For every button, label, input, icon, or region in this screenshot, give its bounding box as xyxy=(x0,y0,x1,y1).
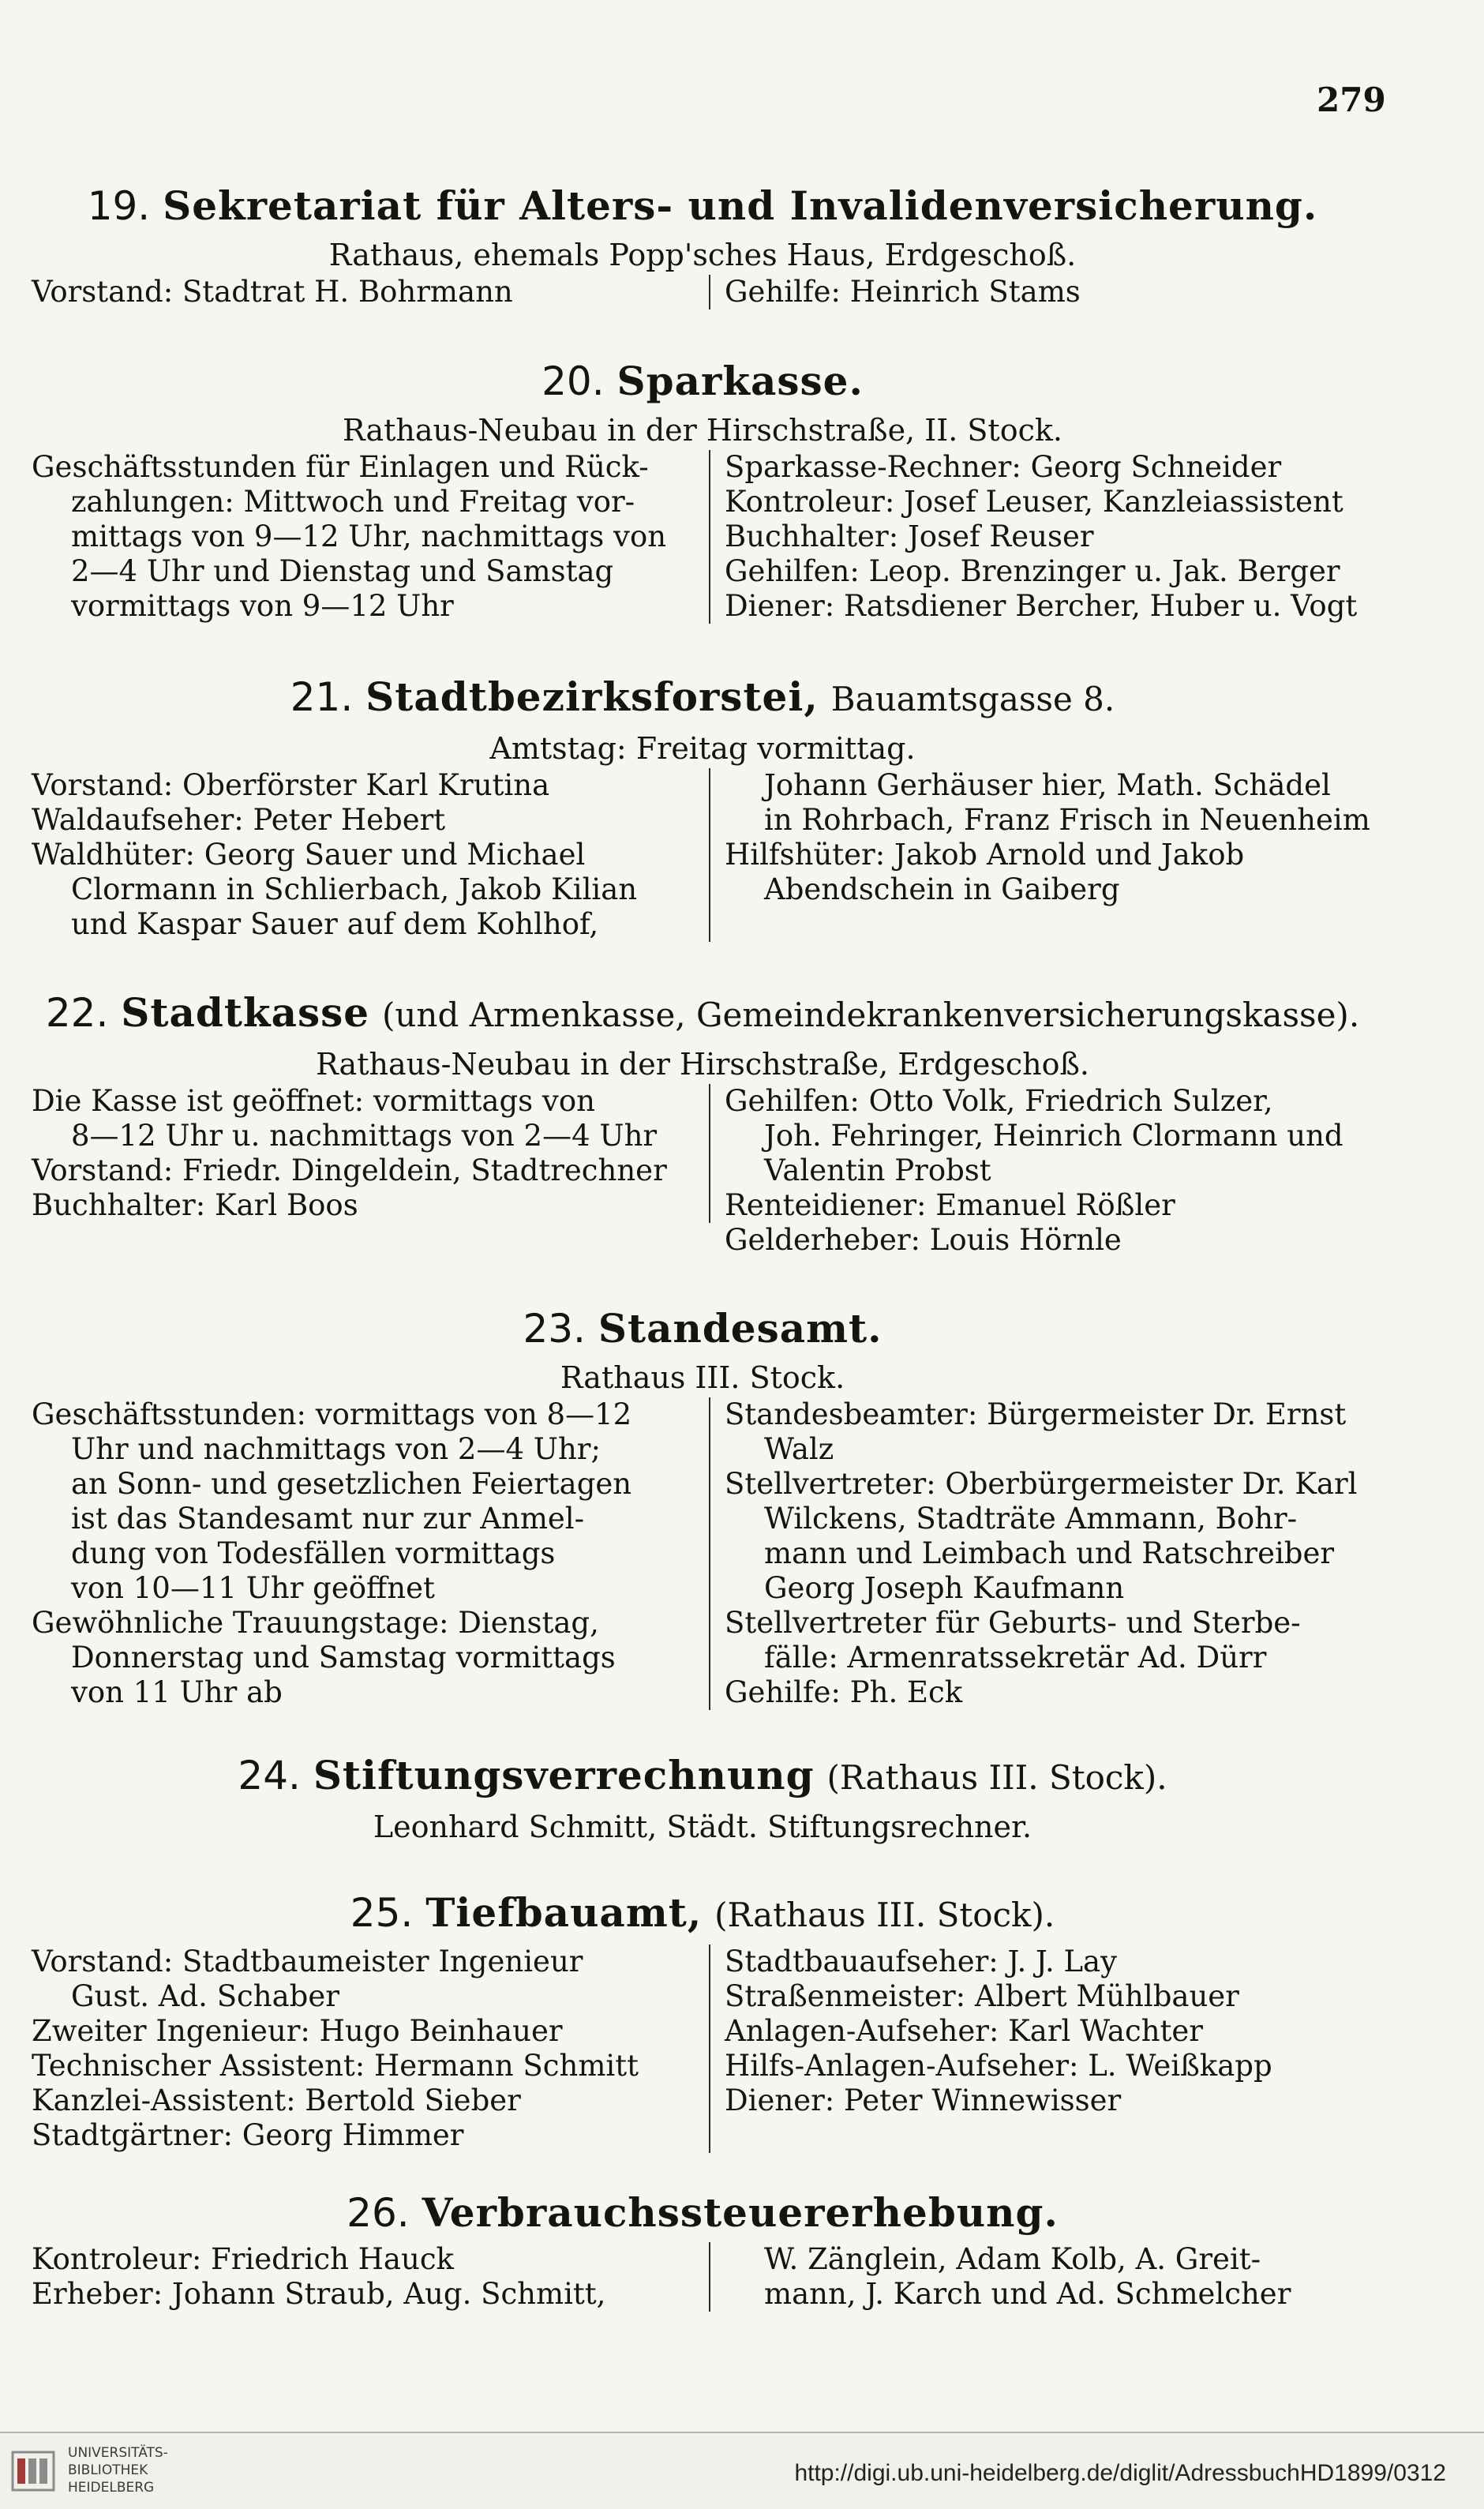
entry-line: Georg Joseph Kaufmann xyxy=(764,1571,1125,1605)
section-title: Verbrauchssteuererhebung. xyxy=(422,2189,1059,2236)
section-number: 23. xyxy=(523,1306,586,1352)
entry-line: mann und Leimbach und Ratschreiber xyxy=(764,1536,1335,1570)
entry-line: Stellvertreter: Oberbürgermeister Dr. Karl xyxy=(725,1467,1358,1501)
section-heading xyxy=(32,1884,1373,1945)
left-column xyxy=(32,450,710,624)
entry-line: Hilfs-Anlagen-Aufseher: L. Weißkapp xyxy=(725,2049,1272,2083)
section-subtitle: (und Armenkasse, Gemeindekrankenversicherungskasse). xyxy=(381,996,1360,1034)
section-number: 26. xyxy=(347,2190,410,2236)
entry-line: Wilckens, Stadträte Ammann, Bohr- xyxy=(764,1502,1298,1536)
entry-line: Walz xyxy=(764,1432,834,1466)
section-heading xyxy=(32,1300,1373,1358)
section-heading xyxy=(32,1746,1373,1807)
library-name-line: HEIDELBERG xyxy=(68,2480,155,2496)
right-column xyxy=(710,2242,1373,2312)
section-address: Rathaus, ehemals Popp'sches Haus, Erdgeschoß. xyxy=(328,238,1077,272)
section-heading xyxy=(32,352,1373,411)
entry-line: fälle: Armenratssekretär Ad. Dürr xyxy=(764,1641,1267,1675)
section-title: Stadtbezirksforstei, xyxy=(365,673,819,720)
entry-line: Waldhüter: Georg Sauer und Michael xyxy=(32,838,586,872)
entry-line: Hilfshüter: Jakob Arnold und Jakob xyxy=(725,838,1245,872)
entry-line: an Sonn- und gesetzlichen Feiertagen xyxy=(71,1467,632,1501)
section-title: Sekretariat für Alters- und Invalidenversicherung. xyxy=(163,182,1318,229)
section-21 xyxy=(32,668,1373,942)
entry-line: Stellvertreter für Geburts- und Sterbe- xyxy=(725,1606,1301,1640)
library-name-line: UNIVERSITÄTS- xyxy=(68,2445,168,2461)
entry-line: Stadtbauaufseher: J. J. Lay xyxy=(725,1945,1118,1978)
library-name xyxy=(68,2444,168,2496)
entry-line: Anlagen-Aufseher: Karl Wachter xyxy=(725,2014,1203,2048)
two-columns xyxy=(32,1084,1373,1258)
section-heading xyxy=(32,177,1373,235)
entry-line: ist das Standesamt nur zur Anmel- xyxy=(71,1502,585,1536)
section-address: Rathaus-Neubau in der Hirschstraße, II. Stock. xyxy=(343,413,1062,448)
page-number: 279 xyxy=(1317,81,1386,119)
entry-line: Clormann in Schlierbach, Jakob Kilian xyxy=(71,872,638,906)
entry-line: Die Kasse ist geöffnet: vormittags von xyxy=(32,1084,595,1118)
entry-line: Waldaufseher: Peter Hebert xyxy=(32,803,446,837)
entry-line: dung von Todesfällen vormittags xyxy=(71,1536,556,1570)
entry-line: Gewöhnliche Trauungstage: Dienstag, xyxy=(32,1606,599,1640)
entry-line: Buchhalter: Josef Reuser xyxy=(725,519,1094,553)
section-contact: Leonhard Schmitt, Städt. Stiftungsrechner. xyxy=(373,1810,1032,1844)
entry-line: 2—4 Uhr und Dienstag und Samstag xyxy=(71,554,614,588)
entry-line: Renteidiener: Emanuel Rößler xyxy=(725,1188,1175,1222)
entry-line: 8—12 Uhr u. nachmittags von 2—4 Uhr xyxy=(71,1119,658,1153)
section-subtitle: Bauamtsgasse 8. xyxy=(830,680,1115,718)
left-column xyxy=(32,2242,710,2312)
entry-line: Stadtgärtner: Georg Himmer xyxy=(32,2118,464,2152)
section-address: Rathaus-Neubau in der Hirschstraße, Erdgeschoß. xyxy=(316,1047,1089,1082)
right-column xyxy=(710,1945,1373,2118)
section-number: 24. xyxy=(238,1753,301,1798)
entry-line: Gust. Ad. Schaber xyxy=(71,1979,339,2013)
section-title: Sparkasse. xyxy=(616,358,864,404)
entry-line: Vorstand: Oberförster Karl Krutina xyxy=(32,768,550,802)
entry-line: Donnerstag und Samstag vormittags xyxy=(71,1641,616,1675)
left-column xyxy=(32,275,710,309)
entry-line: zahlungen: Mittwoch und Freitag vor- xyxy=(71,485,635,519)
entry-line: Vorstand: Friedr. Dingeldein, Stadtrechner xyxy=(32,1153,667,1187)
left-column xyxy=(32,1397,710,1710)
entry-line: Kontroleur: Josef Leuser, Kanzleiassistent xyxy=(725,485,1343,519)
entry-line: Gelderheber: Louis Hörnle xyxy=(725,1223,1122,1257)
entry-line: von 10—11 Uhr geöffnet xyxy=(71,1571,435,1605)
section-22 xyxy=(32,984,1373,1258)
section-heading xyxy=(32,668,1373,729)
entry-line: Uhr und nachmittags von 2—4 Uhr; xyxy=(71,1432,601,1466)
entry-line: Kanzlei-Assistent: Bertold Sieber xyxy=(32,2083,521,2117)
entry-line: Buchhalter: Karl Boos xyxy=(32,1188,358,1222)
section-number: 19. xyxy=(87,183,151,229)
section-subtitle: (Rathaus III. Stock). xyxy=(826,1758,1167,1797)
entry-line: Straßenmeister: Albert Mühlbauer xyxy=(725,1979,1239,2013)
right-column xyxy=(710,1397,1373,1710)
two-columns xyxy=(32,1945,1373,2153)
source-url-link[interactable]: http://digi.ub.uni-heidelberg.de/diglit/AdressbuchHD1899/0312 xyxy=(794,2460,1446,2486)
library-logo-icon xyxy=(8,2446,58,2496)
two-columns xyxy=(32,2242,1373,2312)
entry-line: Geschäftsstunden: vormittags von 8—12 xyxy=(32,1397,632,1431)
entry-line: Sparkasse-Rechner: Georg Schneider xyxy=(725,450,1282,484)
right-column xyxy=(710,1084,1373,1258)
digitization-footer xyxy=(0,2432,1484,2509)
section-office-hours: Amtstag: Freitag vormittag. xyxy=(489,731,916,766)
right-column xyxy=(710,275,1373,309)
right-column xyxy=(710,450,1373,624)
entry-line: W. Zänglein, Adam Kolb, A. Greit- xyxy=(764,2242,1261,2276)
entry-line: Johann Gerhäuser hier, Math. Schädel xyxy=(764,768,1331,802)
entry-line: mittags von 9—12 Uhr, nachmittags von xyxy=(71,519,667,553)
entry-line: Gehilfen: Leop. Brenzinger u. Jak. Berger xyxy=(725,554,1340,588)
entry-line: Standesbeamter: Bürgermeister Dr. Ernst xyxy=(725,1397,1347,1431)
entry-line: mann, J. Karch und Ad. Schmelcher xyxy=(764,2277,1291,2311)
section-26 xyxy=(32,2184,1373,2312)
section-number: 21. xyxy=(290,674,354,720)
section-number: 22. xyxy=(45,990,109,1036)
section-number: 25. xyxy=(350,1890,414,1936)
entry-line: in Rohrbach, Franz Frisch in Neuenheim xyxy=(764,803,1370,837)
entry-line: Diener: Peter Winnewisser xyxy=(725,2083,1122,2117)
section-address: Rathaus III. Stock. xyxy=(560,1360,845,1395)
entry-line: Gehilfe: Heinrich Stams xyxy=(725,275,1081,309)
section-heading xyxy=(32,984,1373,1044)
section-heading xyxy=(32,2184,1373,2242)
entry-line: vormittags von 9—12 Uhr xyxy=(71,589,454,623)
entry-line: von 11 Uhr ab xyxy=(71,1675,283,1709)
entry-line: Joh. Fehringer, Heinrich Clormann und xyxy=(764,1119,1343,1153)
left-column xyxy=(32,1945,710,2153)
left-column xyxy=(32,1084,710,1223)
entry-line: und Kaspar Sauer auf dem Kohlhof, xyxy=(71,907,599,941)
entry-line: Vorstand: Stadtrat H. Bohrmann xyxy=(32,275,513,309)
section-24 xyxy=(32,1746,1373,1847)
entry-line: Diener: Ratsdiener Bercher, Huber u. Vogt xyxy=(725,589,1358,623)
entry-line: Technischer Assistent: Hermann Schmitt xyxy=(32,2049,639,2083)
section-number: 20. xyxy=(542,358,605,404)
section-25 xyxy=(32,1884,1373,2153)
section-title: Tiefbauamt, xyxy=(425,1889,703,1936)
library-name-line: BIBLIOTHEK xyxy=(68,2462,148,2478)
left-column xyxy=(32,768,710,942)
entry-line: Vorstand: Stadtbaumeister Ingenieur xyxy=(32,1945,583,1978)
entry-line: Gehilfen: Otto Volk, Friedrich Sulzer, xyxy=(725,1084,1273,1118)
right-column xyxy=(710,768,1373,907)
section-title: Stiftungsverrechnung xyxy=(313,1752,815,1798)
section-title: Stadtkasse xyxy=(121,989,370,1036)
two-columns xyxy=(32,450,1373,624)
section-19 xyxy=(32,177,1373,309)
entry-line: Abendschein in Gaiberg xyxy=(764,872,1120,906)
entry-line: Erheber: Johann Straub, Aug. Schmitt, xyxy=(32,2277,606,2311)
entry-line: Gehilfe: Ph. Eck xyxy=(725,1675,963,1709)
two-columns xyxy=(32,1397,1373,1710)
entry-line: Kontroleur: Friedrich Hauck xyxy=(32,2242,454,2276)
section-title: Standesamt. xyxy=(598,1305,883,1352)
entry-line: Geschäftsstunden für Einlagen und Rück- xyxy=(32,450,649,484)
two-columns xyxy=(32,275,1373,309)
section-23 xyxy=(32,1300,1373,1710)
entry-line: Valentin Probst xyxy=(764,1153,991,1187)
two-columns xyxy=(32,768,1373,942)
section-20 xyxy=(32,352,1373,624)
section-subtitle: (Rathaus III. Stock). xyxy=(714,1896,1055,1934)
entry-line: Zweiter Ingenieur: Hugo Beinhauer xyxy=(32,2014,563,2048)
